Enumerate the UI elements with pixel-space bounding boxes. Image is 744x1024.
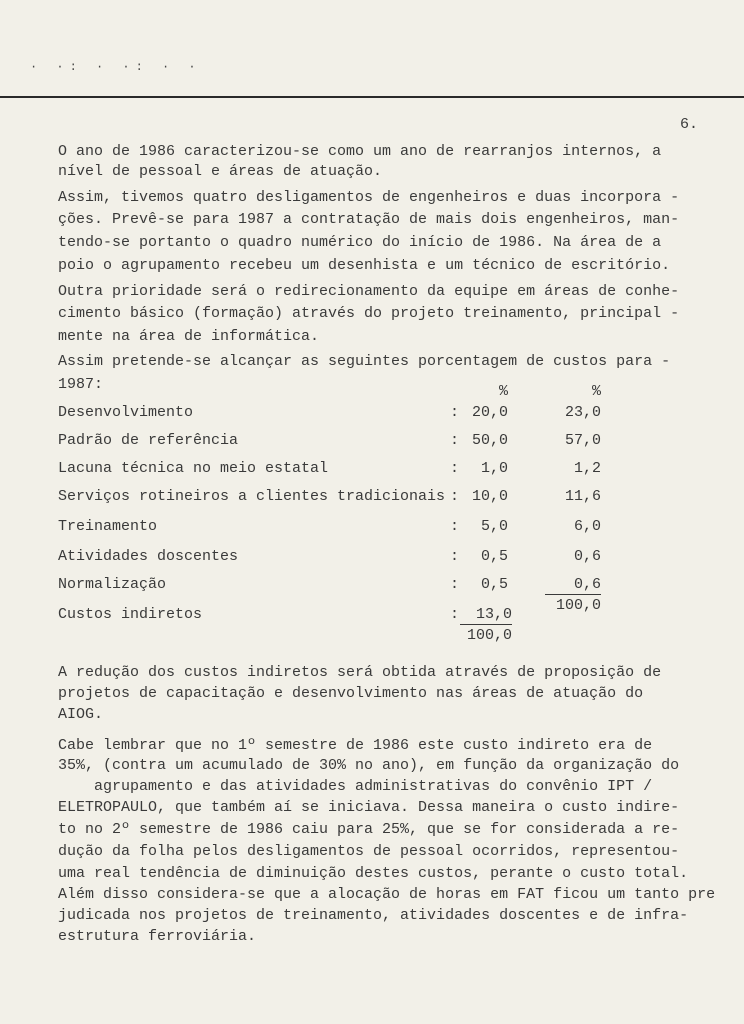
paragraph-line: Assim pretende-se alcançar as seguintes porcentagem de custos para -: [58, 353, 671, 370]
paragraph-line: Assim, tivemos quatro desligamentos de engenheiros e duas incorpora -: [58, 189, 680, 206]
paragraph-line: Cabe lembrar que no 1º semestre de 1986 este custo indireto era de: [58, 737, 653, 754]
row-value-1: 10,0: [471, 488, 508, 505]
paragraph-line: poio o agrupamento recebeu um desenhista e um técnico de escritório.: [58, 257, 671, 274]
row-value-2: 23,0: [564, 404, 601, 421]
total-column-2: 100,0: [555, 597, 601, 614]
row-value-2: 57,0: [564, 432, 601, 449]
row-colon: :: [450, 460, 460, 477]
paragraph-line: O ano de 1986 caracterizou-se como um ano de rearranjos internos, a: [58, 143, 662, 160]
row-label: Atividades doscentes: [58, 548, 239, 565]
paragraph-line: to no 2º semestre de 1986 caiu para 25%, que se for considerada a re-: [58, 821, 680, 838]
row-label: Treinamento: [58, 518, 158, 535]
row-value-1: 0,5: [480, 548, 508, 565]
column-header-percent: %: [498, 383, 508, 400]
paragraph-line: tendo-se portanto o quadro numérico do início de 1986. Na área de a: [58, 234, 662, 251]
row-value-1: 0,5: [480, 576, 508, 593]
paragraph-line: nível de pessoal e áreas de atuação.: [58, 163, 383, 180]
row-colon: :: [450, 488, 460, 505]
paragraph-line: Outra prioridade será o redirecionamento da equipe em áreas de conhe-: [58, 283, 680, 300]
paragraph-line: AIOG.: [58, 706, 104, 723]
row-colon: :: [450, 576, 460, 593]
paragraph-line: uma real tendência de diminuição destes custos, perante o custo total.: [58, 865, 689, 882]
row-value-2: 11,6: [564, 488, 601, 505]
paragraph-line: mente na área de informática.: [58, 328, 320, 345]
paragraph-line: ções. Prevê-se para 1987 a contratação de mais dois engenheiros, man-: [58, 211, 680, 228]
row-colon: :: [450, 404, 460, 421]
paragraph-line: agrupamento e das atividades administrativas do convênio IPT /: [94, 778, 653, 795]
paragraph-line: dução da folha pelos desligamentos de pessoal ocorridos, representou-: [58, 843, 680, 860]
row-colon: :: [450, 518, 460, 535]
paragraph-line: projetos de capacitação e desenvolvimento nas áreas de atuação do: [58, 685, 644, 702]
row-label: Padrão de referência: [58, 432, 239, 449]
row-label: Custos indiretos: [58, 606, 203, 623]
paragraph-line: judicada nos projetos de treinamento, atividades doscentes e de infra-: [58, 907, 689, 924]
paragraph-line: 1987:: [58, 376, 104, 393]
row-label: Lacuna técnica no meio estatal: [58, 460, 329, 477]
row-value-2: 0,6: [573, 548, 601, 565]
paragraph-line: A redução dos custos indiretos será obtida através de proposição de: [58, 664, 662, 681]
row-value-2: 0,6: [545, 576, 601, 595]
paragraph-line: 35%, (contra um acumulado de 30% no ano), em função da organização do: [58, 757, 680, 774]
scan-artifact-marks: · ·: · ·: · ·: [30, 60, 202, 74]
row-value-1: 20,0: [471, 404, 508, 421]
row-value-1: 1,0: [480, 460, 508, 477]
row-value-1: 50,0: [471, 432, 508, 449]
paragraph-line: cimento básico (formação) através do projeto treinamento, principal -: [58, 305, 680, 322]
row-colon: :: [450, 606, 460, 623]
header-rule: [0, 96, 744, 98]
paragraph-line: estrutura ferroviária.: [58, 928, 257, 945]
row-label: Serviços rotineiros a clientes tradicionais: [58, 488, 446, 505]
row-colon: :: [450, 548, 460, 565]
row-value-1: 5,0: [480, 518, 508, 535]
row-label: Desenvolvimento: [58, 404, 194, 421]
row-label: Normalização: [58, 576, 167, 593]
row-value-2: 1,2: [573, 460, 601, 477]
total-column-1: 100,0: [466, 627, 512, 644]
page-number: 6.: [680, 116, 699, 133]
row-value-2: 6,0: [573, 518, 601, 535]
paragraph-line: ELETROPAULO, que também aí se iniciava. Dessa maneira o custo indire-: [58, 799, 680, 816]
column-header-percent: %: [591, 383, 601, 400]
row-value-1: 13,0: [460, 606, 512, 625]
row-colon: :: [450, 432, 460, 449]
paragraph-line: Além disso considera-se que a alocação de horas em FAT ficou um tanto pre: [58, 886, 716, 903]
